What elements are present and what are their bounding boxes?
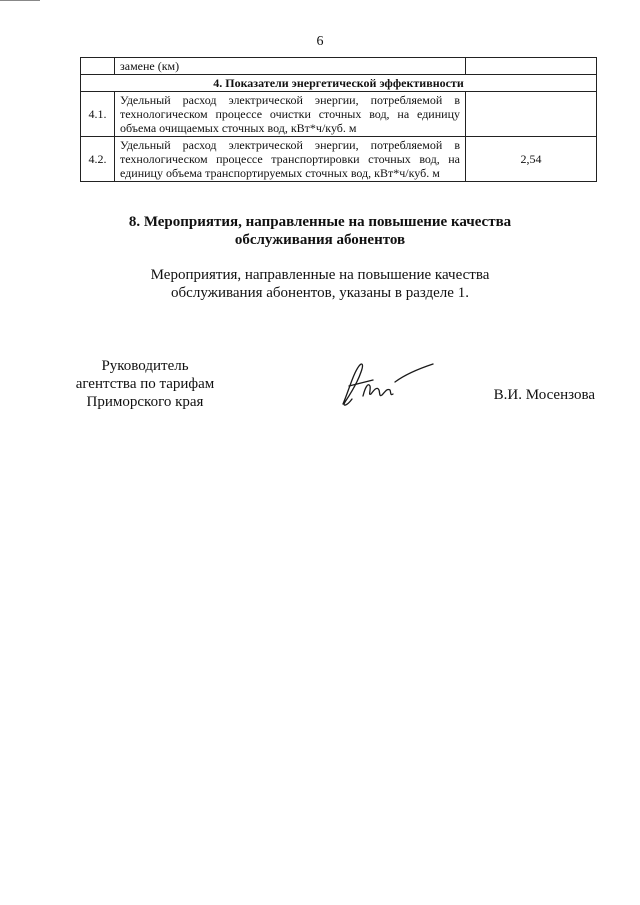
row-value xyxy=(466,58,597,75)
heading-line: 8. Мероприятия, направленные на повышение качества xyxy=(128,214,512,230)
row-number: 4.1. xyxy=(81,92,115,137)
handwritten-signature xyxy=(335,352,440,412)
table-row xyxy=(81,58,597,75)
text-line: Мероприятия, направленные на повышение качества xyxy=(150,267,490,283)
section-text xyxy=(0,266,640,302)
page-number: 6 xyxy=(316,34,324,49)
table-row xyxy=(81,92,597,137)
section-title: 4. Показатели энергетической эффективности xyxy=(81,75,597,92)
table-section-row xyxy=(81,75,597,92)
signatory-title xyxy=(60,357,230,411)
signatory-title-line: агентства по тарифам xyxy=(75,376,215,392)
row-description: замене (км) xyxy=(115,58,466,75)
indicators-table xyxy=(80,57,597,182)
section-heading xyxy=(0,213,640,249)
text-line: обслуживания абонентов, указаны в разделе 1. xyxy=(171,285,469,301)
heading-line: обслуживания абонентов xyxy=(234,232,406,248)
row-number xyxy=(81,58,115,75)
table-row xyxy=(81,137,597,182)
signatory-title-line: Руководитель xyxy=(101,358,189,374)
signatory-name: В.И. Мосензова xyxy=(493,387,595,403)
row-number: 4.2. xyxy=(81,137,115,182)
row-value xyxy=(466,92,597,137)
row-value: 2,54 xyxy=(466,137,597,182)
signatory-title-line: Приморского края xyxy=(86,394,204,410)
row-description: Удельный расход электрической энергии, потребляемой в технологическом процессе очистки сточных вод, на единицу объема очищаемых сточных вод, кВт*ч/куб. м xyxy=(115,92,466,137)
row-description: Удельный расход электрической энергии, потребляемой в технологическом процессе транспортировки сточных вод, на единицу объема транспортируемых сточных вод, кВт*ч/куб. м xyxy=(115,137,466,182)
scan-edge-mark xyxy=(0,0,40,1)
